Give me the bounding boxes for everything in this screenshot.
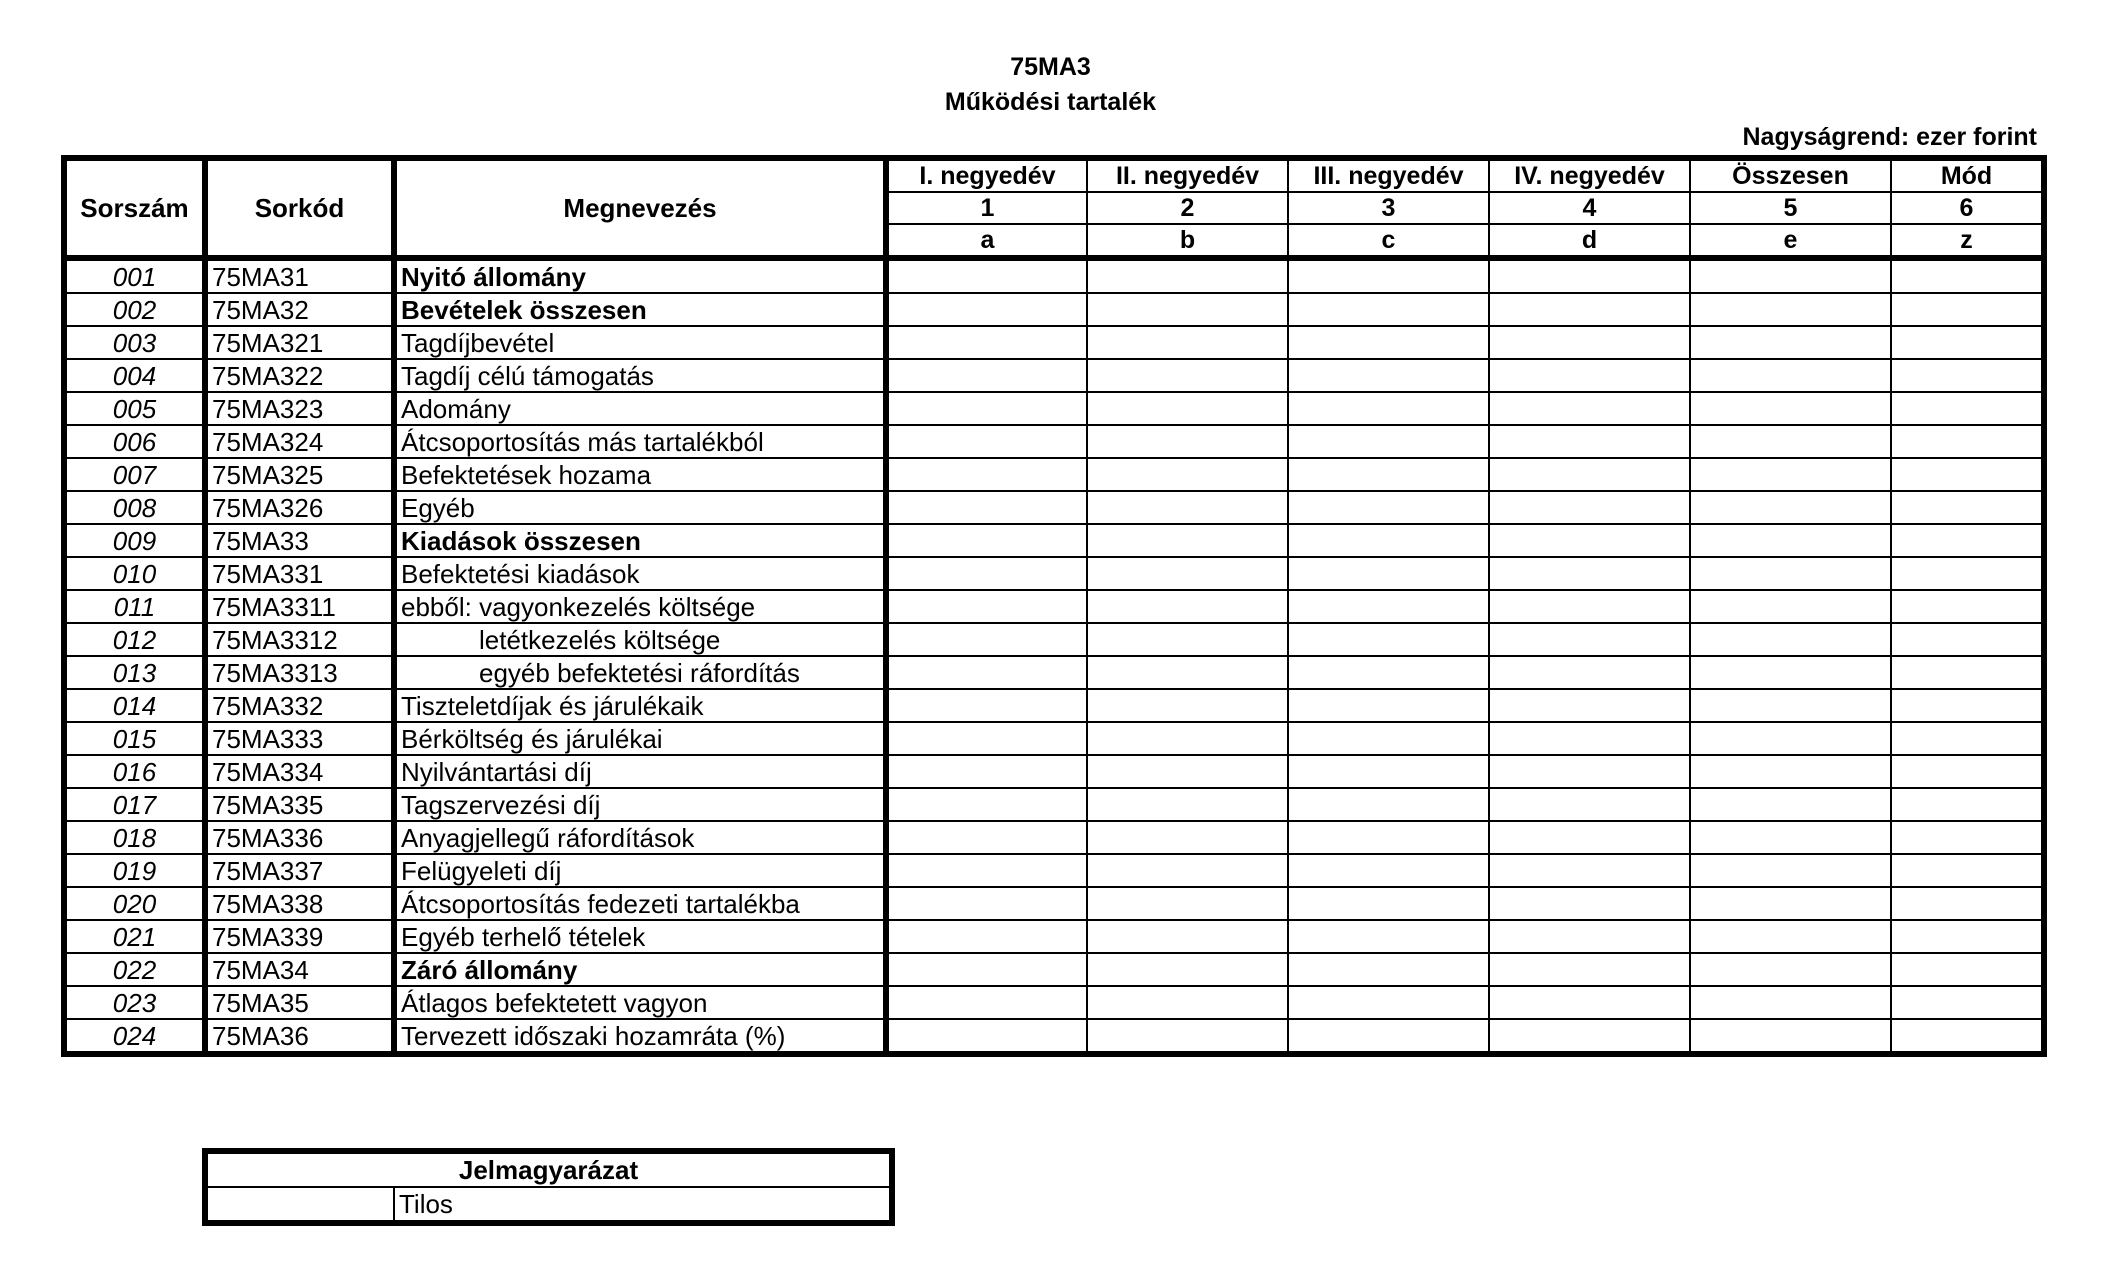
value-cell[interactable] bbox=[1288, 689, 1489, 722]
value-cell[interactable] bbox=[1489, 986, 1690, 1019]
value-cell[interactable] bbox=[1489, 524, 1690, 557]
header-letter: e bbox=[1690, 224, 1891, 258]
value-cell[interactable] bbox=[1288, 258, 1489, 293]
value-cell[interactable] bbox=[886, 458, 1087, 491]
table-row bbox=[64, 458, 2044, 491]
value-cell[interactable] bbox=[1489, 491, 1690, 524]
row-sorkod: 75MA33 bbox=[205, 524, 394, 557]
row-sorkod: 75MA36 bbox=[205, 1019, 394, 1054]
value-cell[interactable] bbox=[1288, 788, 1489, 821]
row-megnevezes: Befektetések hozama bbox=[394, 458, 886, 491]
header-number: 2 bbox=[1087, 192, 1288, 224]
row-sorkod: 75MA34 bbox=[205, 953, 394, 986]
value-cell[interactable] bbox=[1087, 590, 1288, 623]
row-megnevezes: Befektetési kiadások bbox=[394, 557, 886, 590]
value-cell[interactable] bbox=[1288, 821, 1489, 854]
row-megnevezes: Tagdíj célú támogatás bbox=[394, 359, 886, 392]
row-megnevezes: letétkezelés költsége bbox=[394, 623, 886, 656]
value-cell[interactable] bbox=[1489, 887, 1690, 920]
value-cell[interactable] bbox=[886, 491, 1087, 524]
value-cell[interactable] bbox=[1891, 821, 2044, 854]
value-cell[interactable] bbox=[1288, 458, 1489, 491]
value-cell[interactable] bbox=[1087, 359, 1288, 392]
row-sorszam: 007 bbox=[64, 458, 205, 491]
value-cell[interactable] bbox=[1690, 491, 1891, 524]
row-sorszam: 005 bbox=[64, 392, 205, 425]
value-cell[interactable] bbox=[1087, 689, 1288, 722]
table-row bbox=[64, 821, 2044, 854]
value-cell[interactable] bbox=[1288, 986, 1489, 1019]
value-cell[interactable] bbox=[1891, 359, 2044, 392]
row-megnevezes: Felügyeleti díj bbox=[394, 854, 886, 887]
table-row bbox=[64, 689, 2044, 722]
header-letter: b bbox=[1087, 224, 1288, 258]
value-cell[interactable] bbox=[886, 821, 1087, 854]
value-cell[interactable] bbox=[1489, 788, 1690, 821]
row-sorkod: 75MA326 bbox=[205, 491, 394, 524]
row-megnevezes: Adomány bbox=[394, 392, 886, 425]
value-cell[interactable] bbox=[1087, 887, 1288, 920]
row-sorszam: 023 bbox=[64, 986, 205, 1019]
value-cell[interactable] bbox=[886, 293, 1087, 326]
value-cell[interactable] bbox=[1891, 491, 2044, 524]
value-cell[interactable] bbox=[1690, 887, 1891, 920]
value-cell[interactable] bbox=[1891, 524, 2044, 557]
value-cell[interactable] bbox=[1288, 293, 1489, 326]
value-cell[interactable] bbox=[1690, 392, 1891, 425]
row-sorszam: 013 bbox=[64, 656, 205, 689]
value-cell[interactable] bbox=[1288, 1019, 1489, 1054]
row-sorszam: 022 bbox=[64, 953, 205, 986]
value-cell[interactable] bbox=[886, 755, 1087, 788]
row-megnevezes: Tagdíjbevétel bbox=[394, 326, 886, 359]
value-cell[interactable] bbox=[1891, 1019, 2044, 1054]
row-sorszam: 004 bbox=[64, 359, 205, 392]
value-cell[interactable] bbox=[1087, 788, 1288, 821]
value-cell[interactable] bbox=[1489, 590, 1690, 623]
row-sorszam: 021 bbox=[64, 920, 205, 953]
value-cell[interactable] bbox=[1489, 293, 1690, 326]
value-cell[interactable] bbox=[1891, 755, 2044, 788]
header-letter: d bbox=[1489, 224, 1690, 258]
value-cell[interactable] bbox=[1288, 953, 1489, 986]
table-row bbox=[64, 953, 2044, 986]
value-cell[interactable] bbox=[1891, 258, 2044, 293]
value-cell[interactable] bbox=[1087, 755, 1288, 788]
row-sorszam: 024 bbox=[64, 1019, 205, 1054]
value-cell[interactable] bbox=[1288, 590, 1489, 623]
header-letter: a bbox=[886, 224, 1087, 258]
header-letter: c bbox=[1288, 224, 1489, 258]
row-megnevezes: ebből: vagyonkezelés költsége bbox=[394, 590, 886, 623]
row-megnevezes: Bevételek összesen bbox=[394, 293, 886, 326]
value-cell[interactable] bbox=[1489, 755, 1690, 788]
value-cell[interactable] bbox=[1891, 689, 2044, 722]
value-cell[interactable] bbox=[1087, 920, 1288, 953]
value-cell[interactable] bbox=[886, 425, 1087, 458]
row-sorkod: 75MA336 bbox=[205, 821, 394, 854]
value-cell[interactable] bbox=[886, 920, 1087, 953]
row-megnevezes: Nyitó állomány bbox=[394, 258, 886, 293]
value-cell[interactable] bbox=[1087, 854, 1288, 887]
value-cell[interactable] bbox=[1690, 258, 1891, 293]
row-megnevezes: Kiadások összesen bbox=[394, 524, 886, 557]
row-sorkod: 75MA3312 bbox=[205, 623, 394, 656]
value-cell[interactable] bbox=[1288, 557, 1489, 590]
value-cell[interactable] bbox=[886, 1019, 1087, 1054]
value-cell[interactable] bbox=[1891, 986, 2044, 1019]
value-cell[interactable] bbox=[1489, 722, 1690, 755]
row-megnevezes: Bérköltség és járulékai bbox=[394, 722, 886, 755]
value-cell[interactable] bbox=[1087, 524, 1288, 557]
value-cell[interactable] bbox=[886, 623, 1087, 656]
value-cell[interactable] bbox=[886, 656, 1087, 689]
value-cell[interactable] bbox=[886, 689, 1087, 722]
value-cell[interactable] bbox=[1690, 656, 1891, 689]
value-cell[interactable] bbox=[1087, 293, 1288, 326]
table-row bbox=[64, 854, 2044, 887]
header-period: IV. negyedév bbox=[1489, 158, 1690, 192]
row-sorszam: 014 bbox=[64, 689, 205, 722]
value-cell[interactable] bbox=[1690, 953, 1891, 986]
value-cell[interactable] bbox=[1087, 623, 1288, 656]
row-megnevezes: Átcsoportosítás fedezeti tartalékba bbox=[394, 887, 886, 920]
form-code: 75MA3 bbox=[1010, 53, 1091, 81]
row-megnevezes: Záró állomány bbox=[394, 953, 886, 986]
value-cell[interactable] bbox=[1288, 722, 1489, 755]
value-cell[interactable] bbox=[1087, 425, 1288, 458]
row-megnevezes: Tiszteletdíjak és járulékaik bbox=[394, 689, 886, 722]
row-sorszam: 017 bbox=[64, 788, 205, 821]
row-megnevezes: Tagszervezési díj bbox=[394, 788, 886, 821]
row-megnevezes: Átlagos befektetett vagyon bbox=[394, 986, 886, 1019]
row-sorkod: 75MA331 bbox=[205, 557, 394, 590]
main-table bbox=[61, 155, 2047, 1057]
row-megnevezes: egyéb befektetési ráfordítás bbox=[394, 656, 886, 689]
header-period: Mód bbox=[1891, 158, 2044, 192]
value-cell[interactable] bbox=[886, 524, 1087, 557]
row-sorkod: 75MA332 bbox=[205, 689, 394, 722]
value-cell[interactable] bbox=[1087, 656, 1288, 689]
row-sorkod: 75MA35 bbox=[205, 986, 394, 1019]
table-row bbox=[64, 590, 2044, 623]
row-sorszam: 020 bbox=[64, 887, 205, 920]
row-sorszam: 010 bbox=[64, 557, 205, 590]
legend-swatch bbox=[205, 1187, 394, 1223]
value-cell[interactable] bbox=[1489, 557, 1690, 590]
value-cell[interactable] bbox=[1288, 755, 1489, 788]
table-row bbox=[64, 986, 2044, 1019]
row-megnevezes: Anyagjellegű ráfordítások bbox=[394, 821, 886, 854]
value-cell[interactable] bbox=[1489, 326, 1690, 359]
value-cell[interactable] bbox=[1690, 425, 1891, 458]
legend-table bbox=[202, 1148, 895, 1226]
row-sorkod: 75MA339 bbox=[205, 920, 394, 953]
row-sorkod: 75MA325 bbox=[205, 458, 394, 491]
value-cell[interactable] bbox=[1288, 920, 1489, 953]
row-sorkod: 75MA333 bbox=[205, 722, 394, 755]
row-sorkod: 75MA324 bbox=[205, 425, 394, 458]
header-period: Összesen bbox=[1690, 158, 1891, 192]
value-cell[interactable] bbox=[1891, 953, 2044, 986]
row-sorszam: 003 bbox=[64, 326, 205, 359]
value-cell[interactable] bbox=[1087, 1019, 1288, 1054]
row-sorszam: 015 bbox=[64, 722, 205, 755]
value-cell[interactable] bbox=[886, 590, 1087, 623]
value-cell[interactable] bbox=[1690, 458, 1891, 491]
table-row bbox=[64, 920, 2044, 953]
value-cell[interactable] bbox=[1489, 359, 1690, 392]
value-cell[interactable] bbox=[1489, 920, 1690, 953]
legend-title: Jelmagyarázat bbox=[205, 1151, 892, 1187]
value-cell[interactable] bbox=[1690, 524, 1891, 557]
value-cell[interactable] bbox=[1489, 425, 1690, 458]
value-cell[interactable] bbox=[1489, 953, 1690, 986]
form-title: Működési tartalék bbox=[944, 88, 1157, 116]
value-cell[interactable] bbox=[1891, 392, 2044, 425]
value-cell[interactable] bbox=[886, 258, 1087, 293]
value-cell[interactable] bbox=[1891, 326, 2044, 359]
value-cell[interactable] bbox=[1087, 326, 1288, 359]
value-cell[interactable] bbox=[886, 854, 1087, 887]
unit-label: Nagyságrend: ezer forint bbox=[1742, 123, 2037, 151]
table-row bbox=[64, 623, 2044, 656]
value-cell[interactable] bbox=[1087, 258, 1288, 293]
row-megnevezes: Egyéb terhelő tételek bbox=[394, 920, 886, 953]
value-cell[interactable] bbox=[1288, 656, 1489, 689]
legend-item-label: Tilos bbox=[394, 1187, 892, 1223]
row-sorszam: 012 bbox=[64, 623, 205, 656]
table-row bbox=[64, 788, 2044, 821]
row-sorkod: 75MA322 bbox=[205, 359, 394, 392]
table-row bbox=[64, 722, 2044, 755]
value-cell[interactable] bbox=[1087, 458, 1288, 491]
table-row bbox=[64, 524, 2044, 557]
value-cell[interactable] bbox=[1087, 953, 1288, 986]
header-megnevezes: Megnevezés bbox=[394, 158, 886, 258]
row-sorszam: 019 bbox=[64, 854, 205, 887]
value-cell[interactable] bbox=[1891, 656, 2044, 689]
header-sorkod: Sorkód bbox=[205, 158, 394, 258]
value-cell[interactable] bbox=[1489, 689, 1690, 722]
value-cell[interactable] bbox=[1891, 557, 2044, 590]
value-cell[interactable] bbox=[886, 788, 1087, 821]
value-cell[interactable] bbox=[1288, 887, 1489, 920]
value-cell[interactable] bbox=[1891, 788, 2044, 821]
row-sorkod: 75MA335 bbox=[205, 788, 394, 821]
value-cell[interactable] bbox=[886, 359, 1087, 392]
value-cell[interactable] bbox=[1288, 854, 1489, 887]
header-period: I. negyedév bbox=[886, 158, 1087, 192]
header-number: 3 bbox=[1288, 192, 1489, 224]
header-period: II. negyedév bbox=[1087, 158, 1288, 192]
value-cell[interactable] bbox=[1087, 821, 1288, 854]
value-cell[interactable] bbox=[1489, 821, 1690, 854]
value-cell[interactable] bbox=[1891, 458, 2044, 491]
value-cell[interactable] bbox=[1489, 623, 1690, 656]
value-cell[interactable] bbox=[1690, 920, 1891, 953]
value-cell[interactable] bbox=[886, 986, 1087, 1019]
value-cell[interactable] bbox=[1690, 689, 1891, 722]
value-cell[interactable] bbox=[886, 557, 1087, 590]
value-cell[interactable] bbox=[1891, 722, 2044, 755]
value-cell[interactable] bbox=[1891, 425, 2044, 458]
table-row bbox=[64, 359, 2044, 392]
table-row bbox=[64, 326, 2044, 359]
row-sorszam: 002 bbox=[64, 293, 205, 326]
row-megnevezes: Nyilvántartási díj bbox=[394, 755, 886, 788]
value-cell[interactable] bbox=[886, 326, 1087, 359]
value-cell[interactable] bbox=[1891, 920, 2044, 953]
value-cell[interactable] bbox=[886, 887, 1087, 920]
value-cell[interactable] bbox=[1891, 293, 2044, 326]
table-row bbox=[64, 491, 2044, 524]
row-sorszam: 009 bbox=[64, 524, 205, 557]
header-sorszam: Sorszám bbox=[64, 158, 205, 258]
row-sorszam: 008 bbox=[64, 491, 205, 524]
value-cell[interactable] bbox=[1489, 458, 1690, 491]
value-cell[interactable] bbox=[1690, 986, 1891, 1019]
value-cell[interactable] bbox=[1690, 590, 1891, 623]
header-number: 4 bbox=[1489, 192, 1690, 224]
value-cell[interactable] bbox=[1690, 854, 1891, 887]
table-row bbox=[64, 755, 2044, 788]
value-cell[interactable] bbox=[1087, 392, 1288, 425]
value-cell[interactable] bbox=[1690, 326, 1891, 359]
value-cell[interactable] bbox=[1288, 392, 1489, 425]
table-row bbox=[64, 425, 2044, 458]
row-sorszam: 006 bbox=[64, 425, 205, 458]
value-cell[interactable] bbox=[1288, 359, 1489, 392]
table-row bbox=[64, 557, 2044, 590]
header-letter: z bbox=[1891, 224, 2044, 258]
value-cell[interactable] bbox=[1087, 557, 1288, 590]
value-cell[interactable] bbox=[1690, 722, 1891, 755]
table-row bbox=[64, 293, 2044, 326]
row-sorkod: 75MA323 bbox=[205, 392, 394, 425]
value-cell[interactable] bbox=[1891, 590, 2044, 623]
table-row bbox=[64, 258, 2044, 293]
header-number: 5 bbox=[1690, 192, 1891, 224]
row-sorszam: 016 bbox=[64, 755, 205, 788]
table-body bbox=[64, 258, 2044, 1054]
value-cell[interactable] bbox=[1489, 258, 1690, 293]
row-sorkod: 75MA32 bbox=[205, 293, 394, 326]
row-megnevezes: Tervezett időszaki hozamráta (%) bbox=[394, 1019, 886, 1054]
value-cell[interactable] bbox=[1288, 491, 1489, 524]
value-cell[interactable] bbox=[1690, 788, 1891, 821]
value-cell[interactable] bbox=[1489, 854, 1690, 887]
table-row bbox=[64, 656, 2044, 689]
value-cell[interactable] bbox=[1087, 722, 1288, 755]
row-sorkod: 75MA338 bbox=[205, 887, 394, 920]
value-cell[interactable] bbox=[1690, 821, 1891, 854]
row-megnevezes: Átcsoportosítás más tartalékból bbox=[394, 425, 886, 458]
value-cell[interactable] bbox=[1690, 557, 1891, 590]
value-cell[interactable] bbox=[1087, 491, 1288, 524]
value-cell[interactable] bbox=[1690, 1019, 1891, 1054]
row-sorkod: 75MA334 bbox=[205, 755, 394, 788]
value-cell[interactable] bbox=[1489, 392, 1690, 425]
value-cell[interactable] bbox=[1087, 986, 1288, 1019]
table-row bbox=[64, 1019, 2044, 1054]
header-number: 6 bbox=[1891, 192, 2044, 224]
value-cell[interactable] bbox=[1690, 293, 1891, 326]
row-sorkod: 75MA337 bbox=[205, 854, 394, 887]
row-sorkod: 75MA31 bbox=[205, 258, 394, 293]
value-cell[interactable] bbox=[886, 953, 1087, 986]
header-period: III. negyedév bbox=[1288, 158, 1489, 192]
row-sorszam: 011 bbox=[64, 590, 205, 623]
value-cell[interactable] bbox=[886, 722, 1087, 755]
value-cell[interactable] bbox=[1690, 755, 1891, 788]
value-cell[interactable] bbox=[1288, 425, 1489, 458]
table-row bbox=[64, 392, 2044, 425]
row-sorkod: 75MA321 bbox=[205, 326, 394, 359]
value-cell[interactable] bbox=[1288, 326, 1489, 359]
value-cell[interactable] bbox=[1891, 887, 2044, 920]
value-cell[interactable] bbox=[1891, 854, 2044, 887]
value-cell[interactable] bbox=[886, 392, 1087, 425]
value-cell[interactable] bbox=[1891, 623, 2044, 656]
header-number: 1 bbox=[886, 192, 1087, 224]
value-cell[interactable] bbox=[1489, 1019, 1690, 1054]
value-cell[interactable] bbox=[1288, 524, 1489, 557]
row-sorszam: 018 bbox=[64, 821, 205, 854]
row-sorszam: 001 bbox=[64, 258, 205, 293]
value-cell[interactable] bbox=[1690, 359, 1891, 392]
table-row bbox=[64, 887, 2044, 920]
row-sorkod: 75MA3311 bbox=[205, 590, 394, 623]
value-cell[interactable] bbox=[1690, 623, 1891, 656]
value-cell[interactable] bbox=[1288, 623, 1489, 656]
row-megnevezes: Egyéb bbox=[394, 491, 886, 524]
row-sorkod: 75MA3313 bbox=[205, 656, 394, 689]
value-cell[interactable] bbox=[1489, 656, 1690, 689]
